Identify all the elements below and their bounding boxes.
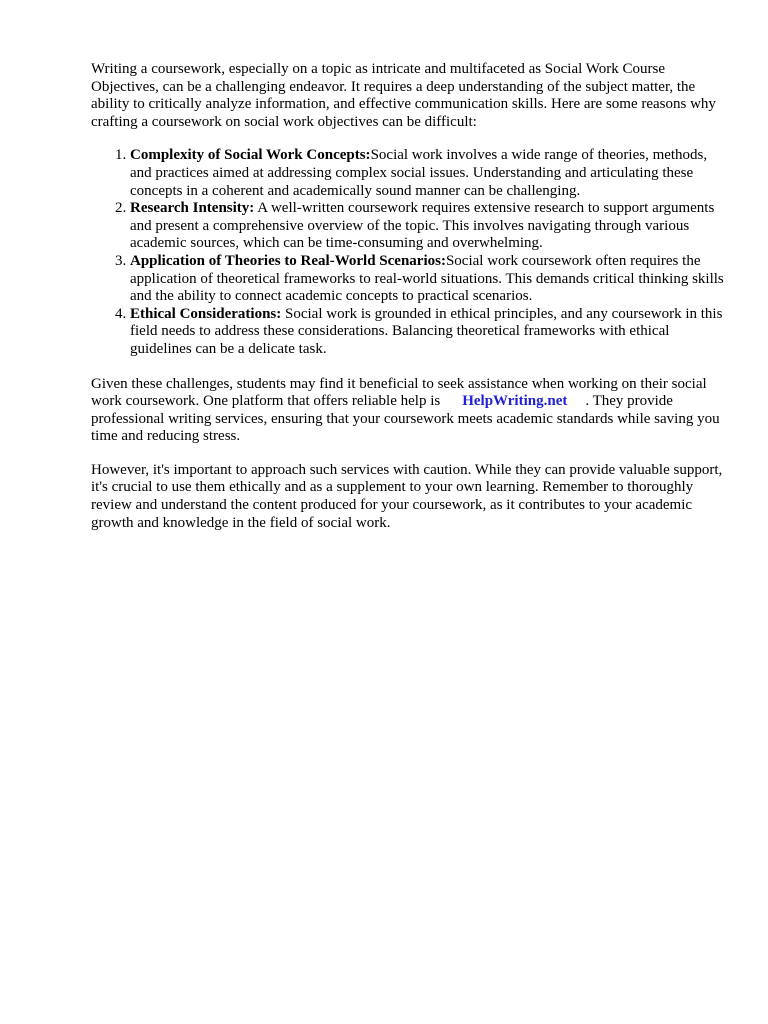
reason-term: Research Intensity: [130,200,255,217]
assistance-paragraph [91,376,731,446]
document-body [91,61,731,532]
reason-term: Ethical Considerations: [130,305,282,322]
assistance-text-before: Given these challenges, students may find it beneficial to seek assistance when working on their social work coursework. One platform that offers reliable help is [91,375,707,410]
reason-text: Social work involves a wide range of theories, methods, and practices aimed at addressing complex social issues. Understanding and articulating these concepts in a coherent and academically sound manner can be challenging. [130,147,708,199]
list-item [130,200,731,253]
reason-text: Social work is grounded in ethical principles, and any coursework in this field needs to address these considerations. Balancing theoretical frameworks with ethical guidelines can be a delicate task. [130,305,723,357]
reason-text: A well-written coursework requires extensive research to support arguments and present a comprehensive overview of the topic. This involves navigating through various academic sources, which can be time-consuming and overwhelming. [130,200,715,252]
reason-term: Complexity of Social Work Concepts: [130,147,371,164]
helpwriting-link[interactable]: HelpWriting.net [462,393,568,410]
caution-paragraph: However, it's important to approach such services with caution. While they can provide valuable support, it's crucial to use them ethically and as a supplement to your own learning. Remember to thoroughly review and understand the content produced for your coursework, as it contributes to your academic growth and knowledge in the field of social work. [91,461,723,531]
reason-term: Application of Theories to Real-World Scenarios: [130,252,446,269]
list-item [130,253,731,306]
reasons-list [91,147,731,358]
list-item [130,147,731,200]
reason-text: Social work coursework often requires the application of theoretical frameworks to real-world situations. This demands critical thinking skills and the ability to connect academic concepts to practical scenarios. [130,252,724,305]
list-item [130,306,731,359]
intro-paragraph: Writing a coursework, especially on a topic as intricate and multifaceted as Social Work Course Objectives, can be a challenging endeavor. It requires a deep understanding of the subject matter, the ability to critically analyze information, and effective communication skills. Here are some reasons why crafting a coursework on social work objectives can be difficult: [91,61,716,130]
assistance-text-after: . They provide professional writing services, ensuring that your coursework meets academic standards while saving you time and reducing stress. [91,393,720,445]
